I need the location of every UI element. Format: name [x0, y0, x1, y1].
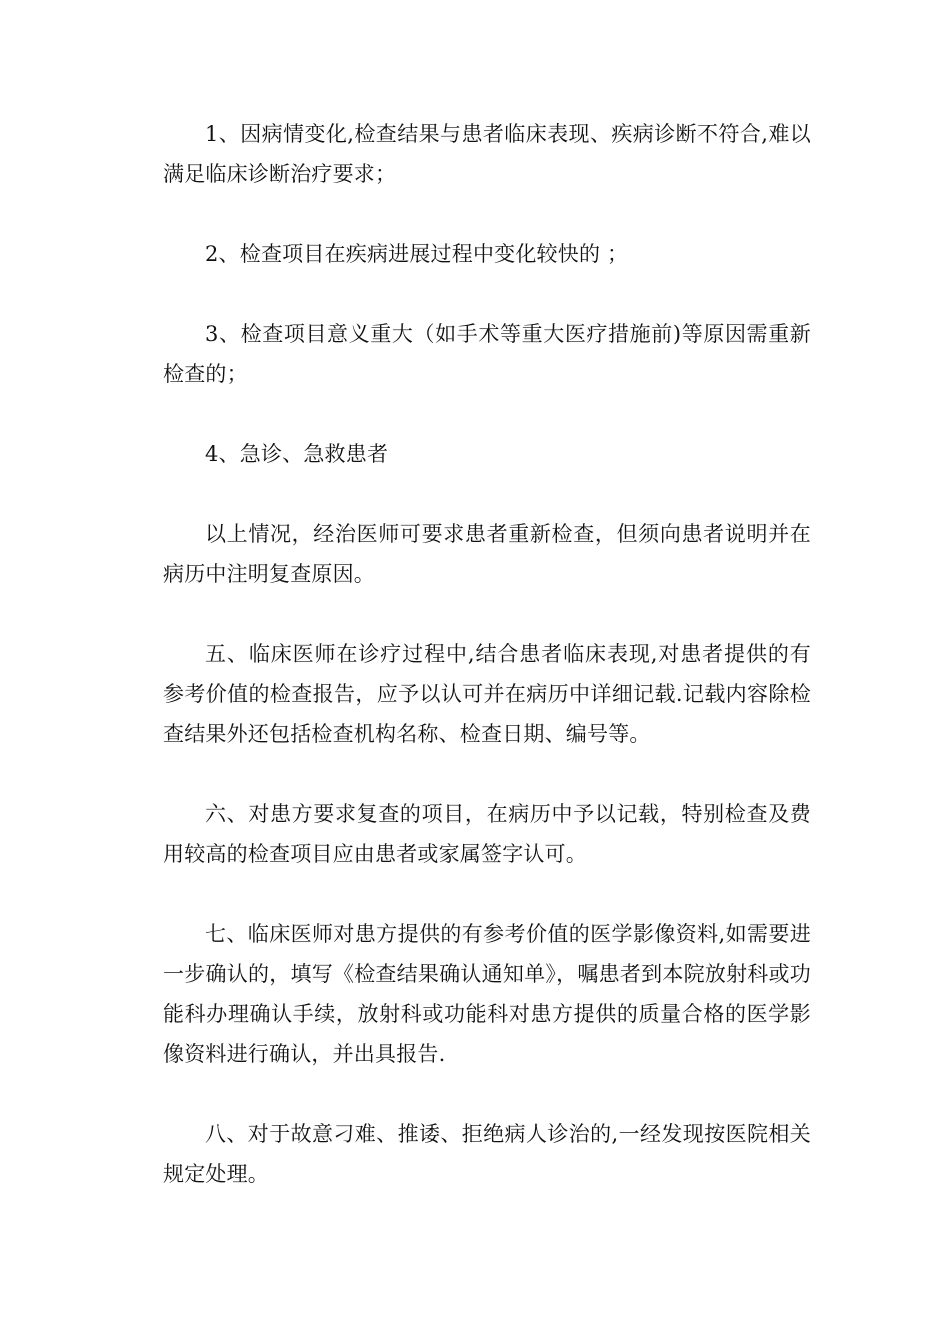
paragraph-6: 五、临床医师在诊疗过程中,结合患者临床表现,对患者提供的有参考价值的检查报告，应予以认可并在病历中详细记载.记载内容除检查结果外还包括检查机构名称、检查日期、编号等。 — [163, 642, 811, 746]
paragraph-5: 以上情况，经治医师可要求患者重新检查，但须向患者说明并在病历中注明复查原因。 — [163, 522, 811, 586]
paragraph-2: 2、检查项目在疾病进展过程中变化较快的 ； — [205, 242, 629, 266]
paragraph-1: 1、因病情变化,检查结果与患者临床表现、疾病诊断不符合,难以满足临床诊断治疗要求； — [163, 122, 811, 186]
paragraph-3: 3、检查项目意义重大（如手术等重大医疗措施前)等原因需重新检查的； — [163, 322, 811, 386]
paragraph-4: 4、急诊、急救患者 — [205, 442, 389, 466]
paragraph-7: 六、对患方要求复查的项目，在病历中予以记载，特别检查及费用较高的检查项目应由患者或家属签字认可。 — [163, 802, 811, 866]
document-body — [163, 114, 811, 1194]
paragraph-8: 七、临床医师对患方提供的有参考价值的医学影像资料,如需要进一步确认的，填写《检查结果确认通知单》，嘱患者到本院放射科或功能科办理确认手续，放射科或功能科对患方提供的质量合格的医学影像资料进行确认，并出具报告. — [163, 922, 811, 1066]
paragraph-9: 八、对于故意刁难、推诿、拒绝病人诊治的,一经发现按医院相关规定处理。 — [163, 1122, 811, 1186]
